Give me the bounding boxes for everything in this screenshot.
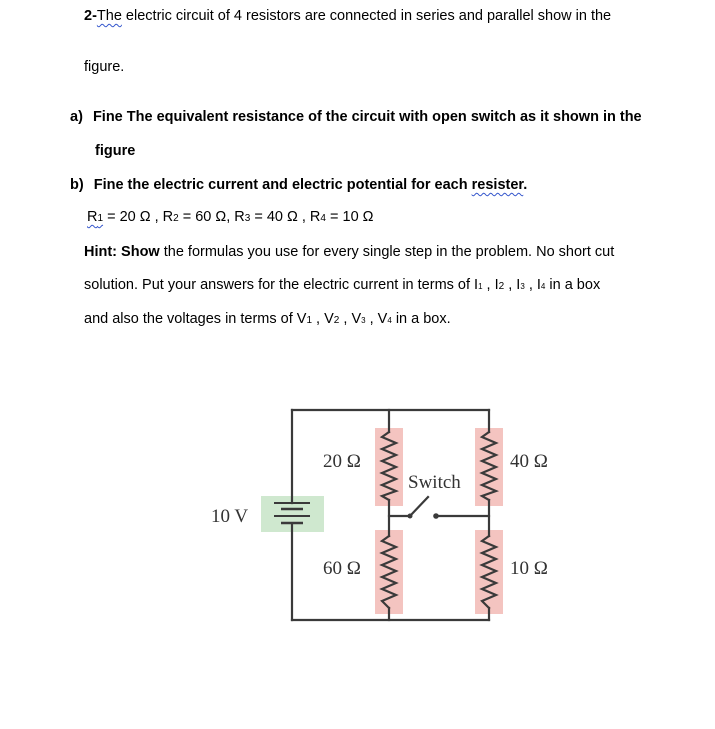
switch-contact-right [433, 513, 439, 519]
problem-intro-line1 [84, 7, 611, 25]
hint-text-2: solution. Put your answers for the electric current in terms of I [84, 277, 479, 293]
r1-symbol: R1 [87, 209, 104, 225]
part-b-line [70, 176, 527, 194]
r1-label: 20 Ω [323, 451, 361, 472]
r2-value: = 60 Ω, R [178, 209, 245, 225]
hint-label: Hint: Show [84, 244, 160, 260]
problem-intro-text: electric circuit of 4 resistors are connected in series and parallel show in the [121, 8, 612, 24]
r4-sub: 4 [320, 213, 326, 224]
part-a-line2: figure [95, 143, 136, 159]
v1-sub: 1 [306, 315, 313, 326]
switch-label: Switch [408, 472, 461, 493]
r2-label: 60 Ω [323, 558, 361, 579]
part-b-period: . [523, 177, 528, 193]
part-b-text: Fine the electric current and electric potential for each [93, 177, 472, 193]
r1-value: = 20 Ω , R [103, 209, 174, 225]
v2-sub: 2 [333, 315, 340, 326]
r3-value: = 40 Ω , R [250, 209, 321, 225]
part-b-marker: b) [70, 177, 84, 193]
r2-sub: 2 [173, 213, 179, 224]
hint-text-1: the formulas you use for every single step in the problem. No short cut [159, 244, 615, 260]
i-sep-2: , I [504, 277, 521, 293]
v-sep-1: , V [312, 311, 334, 327]
resistor-values [87, 208, 374, 228]
hint-line2 [84, 276, 600, 296]
r2-bg [375, 530, 403, 614]
part-a-marker: a) [70, 109, 83, 125]
v-sep-2: , V [339, 311, 362, 327]
i2-sub: 2 [498, 281, 505, 292]
hint-text-2-end: in a box [545, 277, 601, 293]
i1-sub: 1 [478, 282, 483, 291]
hint-text-3: and also the voltages in terms of V [84, 311, 307, 327]
r4-bg [475, 530, 503, 614]
r4-label: 10 Ω [510, 558, 548, 579]
v4-sub: 4 [387, 316, 392, 325]
part-a-line1 [70, 108, 642, 126]
part-b-resister: resister [471, 177, 524, 193]
problem-intro-the: The [96, 8, 122, 24]
r3-label: 40 Ω [510, 451, 548, 472]
i-sep-3: , I [524, 277, 541, 293]
v-sep-3: , V [365, 311, 388, 327]
switch-contact-left [408, 514, 413, 519]
hint-text-3-end: in a box. [391, 311, 451, 327]
hint-line1 [84, 243, 614, 261]
i-sep-1: , I [482, 277, 499, 293]
r3-sub: 3 [244, 213, 251, 224]
i4-sub: 4 [540, 282, 546, 291]
r4-value: = 10 Ω [325, 209, 374, 225]
problem-intro-line2: figure. [84, 59, 125, 75]
circuit-diagram [200, 400, 580, 630]
switch-blade [410, 497, 428, 516]
hint-line3 [84, 310, 451, 330]
problem-number: 2- [84, 8, 97, 24]
part-a-text: Fine The equivalent resistance of the circuit with open switch as it shown in the [92, 109, 642, 125]
v3-sub: 3 [361, 316, 366, 325]
battery-label: 10 V [211, 506, 249, 527]
i3-sub: 3 [520, 282, 525, 291]
